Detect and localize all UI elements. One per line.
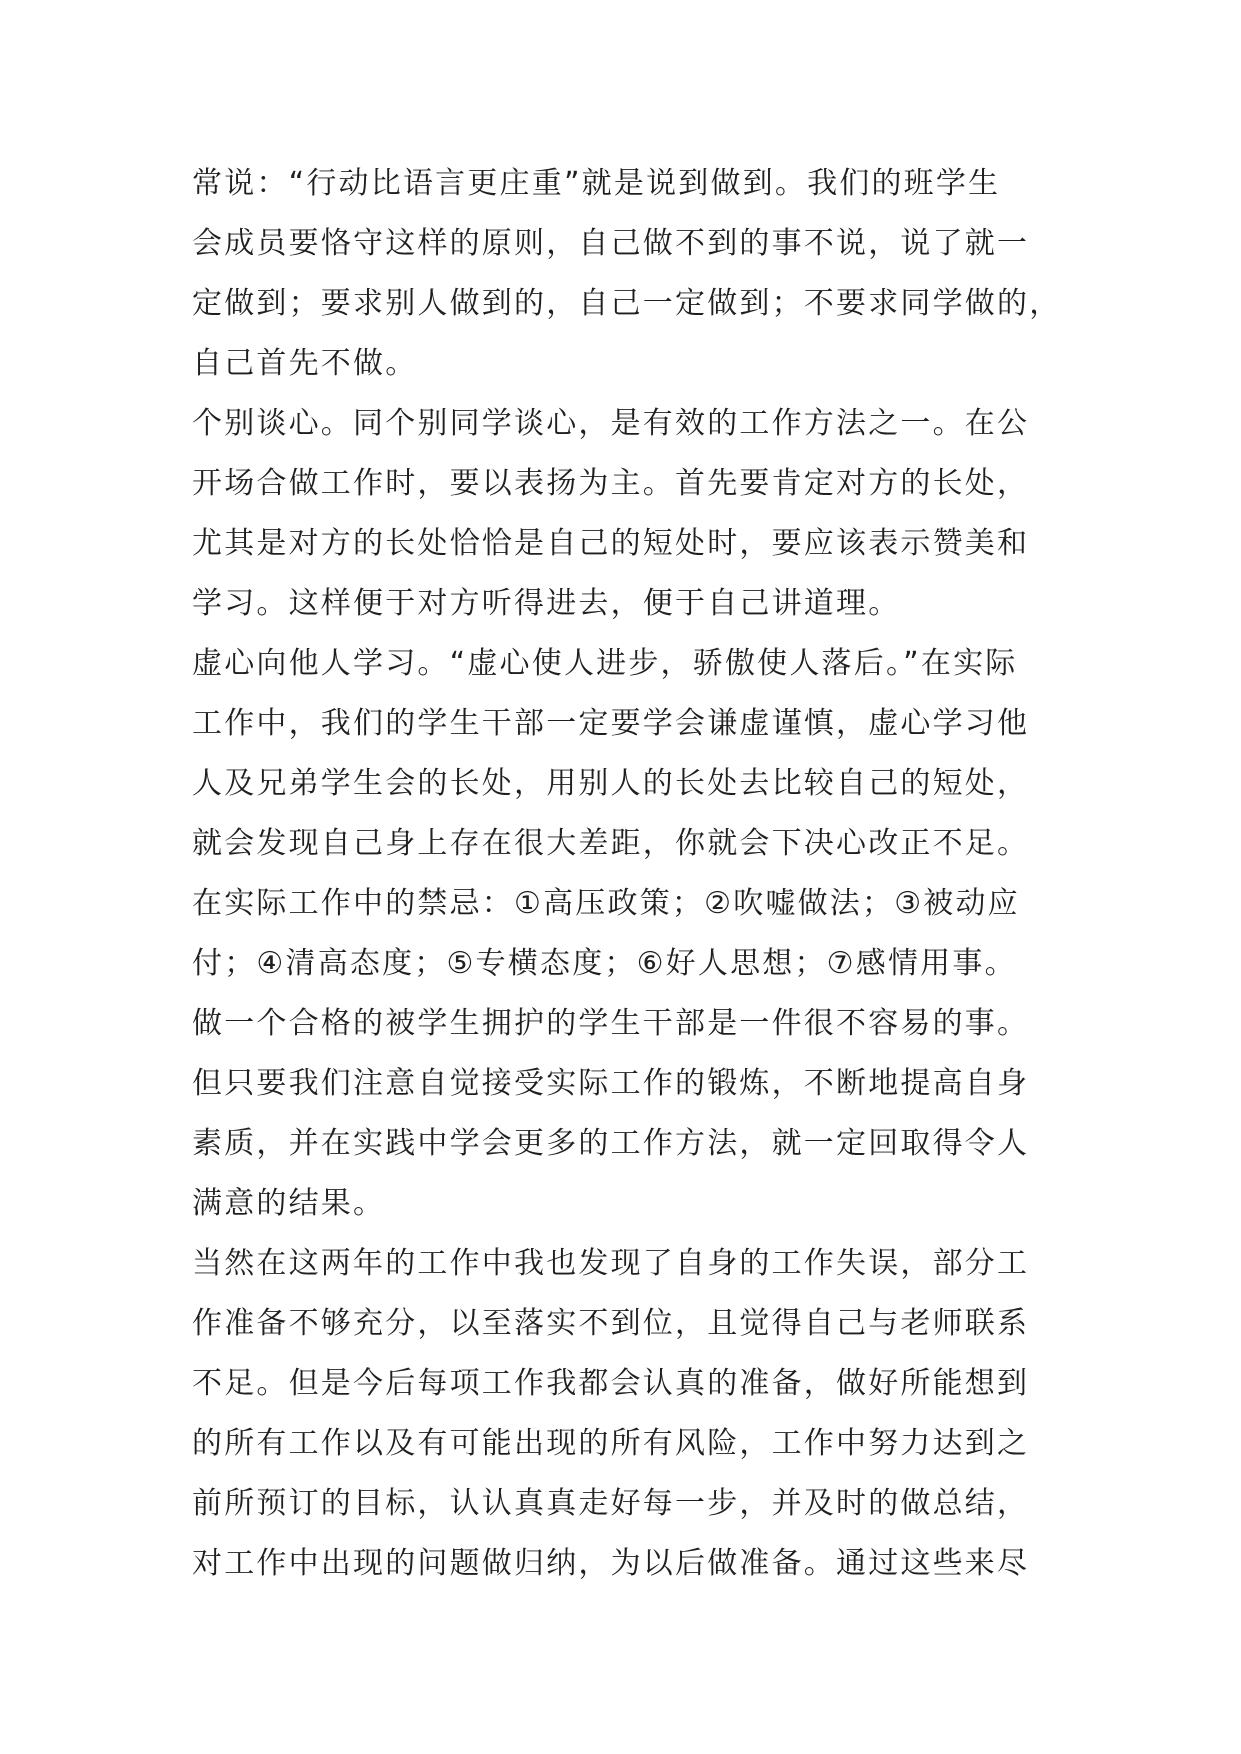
text-line: 的所有工作以及有可能出现的所有风险，工作中努力达到之 [192,1426,1030,1461]
text-line: 就会发现自己身上存在很大差距，你就会下决心改正不足。 [192,826,1030,861]
text-line: 作准备不够充分，以至落实不到位，且觉得自己与老师联系 [192,1306,1030,1341]
text-line: 尤其是对方的长处恰恰是自己的短处时，要应该表示赞美和 [192,526,1030,561]
text-line: 不足。但是今后每项工作我都会认真的准备，做好所能想到 [192,1366,1030,1401]
text-line: 常说：“行动比语言更庄重”就是说到做到。我们的班学生 [192,166,1001,201]
text-line: 自己首先不做。 [192,346,418,381]
text-line: 人及兄弟学生会的长处，用别人的长处去比较自己的短处， [192,766,1030,801]
text-line: 开场合做工作时，要以表扬为主。首先要肯定对方的长处， [192,466,1030,501]
text-line: 当然在这两年的工作中我也发现了自身的工作失误，部分工 [192,1246,1030,1281]
text-line: 但只要我们注意自觉接受实际工作的锻炼，不断地提高自身 [192,1066,1030,1101]
text-line: 学习。这样便于对方听得进去，便于自己讲道理。 [192,586,901,621]
text-line: 做一个合格的被学生拥护的学生干部是一件很不容易的事。 [192,1006,1030,1041]
text-line: 定做到；要求别人做到的，自己一定做到；不要求同学做的， [192,286,1062,321]
text-line: 对工作中出现的问题做归纳，为以后做准备。通过这些来尽 [192,1546,1030,1581]
text-line: 虚心向他人学习。“虚心使人进步，骄傲使人落后。”在实际 [192,646,1018,681]
text-line: 在实际工作中的禁忌：①高压政策；②吹嘘做法；③被动应 [192,886,1020,921]
text-line: 素质，并在实践中学会更多的工作方法，就一定回取得令人 [192,1126,1030,1161]
text-line: 会成员要恪守这样的原则，自己做不到的事不说，说了就一 [192,226,1030,261]
text-line: 付；④清高态度；⑤专横态度；⑥好人思想；⑦感情用事。 [192,946,1017,981]
text-line: 前所预订的目标，认认真真走好每一步，并及时的做总结， [192,1486,1030,1521]
text-line: 个别谈心。同个别同学谈心，是有效的工作方法之一。在公 [192,406,1030,441]
text-line: 工作中，我们的学生干部一定要学会谦虚谨慎，虚心学习他 [192,706,1030,741]
text-line: 满意的结果。 [192,1186,386,1221]
body-text [192,154,1062,1594]
